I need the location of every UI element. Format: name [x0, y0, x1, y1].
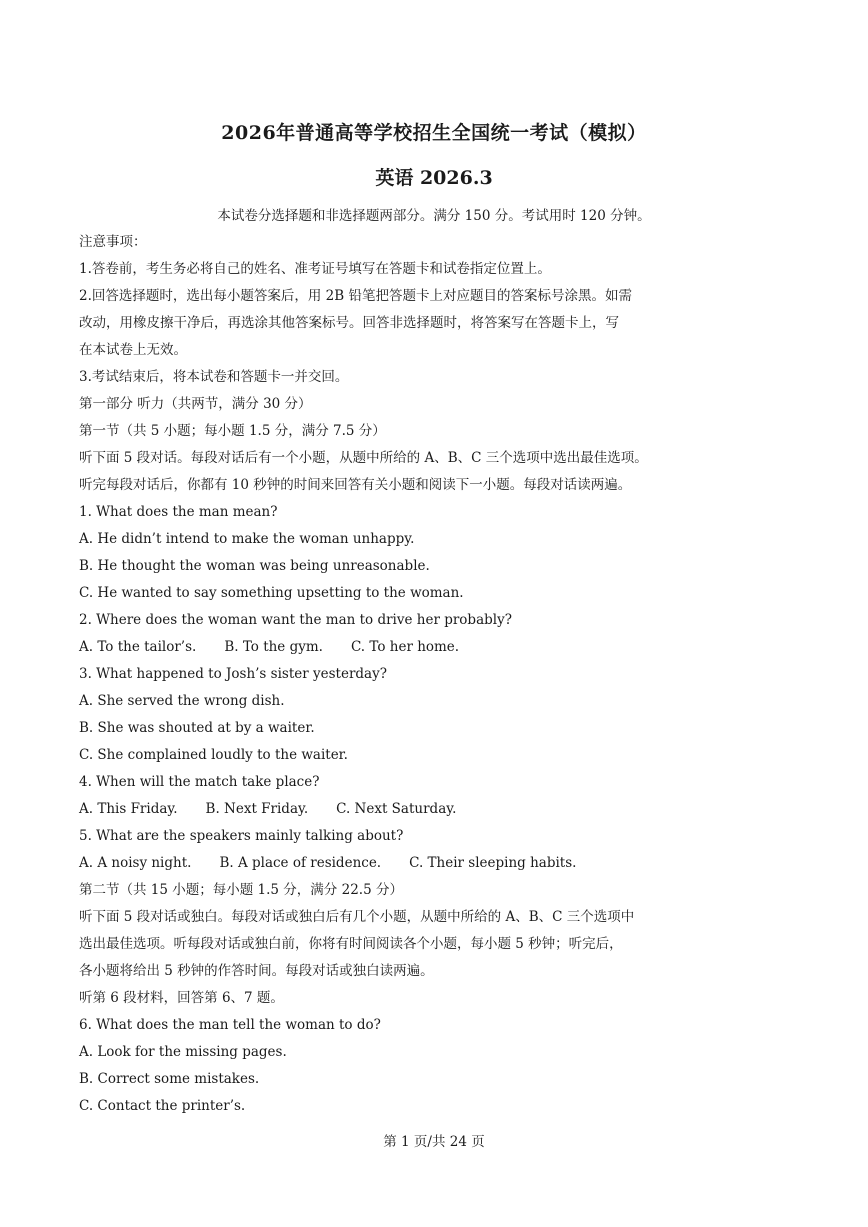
option: A. A noisy night. [79, 855, 192, 871]
part1-heading: 第一部分 听力（共两节，满分 30 分） [79, 396, 312, 412]
note-item: 2.回答选择题时，选出每小题答案后，用 2B 铅笔把答题卡上对应题目的答案标号涂黑。如需 [79, 288, 632, 304]
section2-instruction: 听下面 5 段对话或独白。每段对话或独白后有几个小题，从题中所给的 A、B、C 三个选项中 [79, 909, 635, 925]
option: A. Look for the missing pages. [79, 1044, 287, 1060]
option: C. Their sleeping habits. [409, 855, 577, 871]
section2-instruction: 各小题将给出 5 秒钟的作答时间。每段对话或独白读两遍。 [79, 963, 434, 979]
section2-heading: 第二节（共 15 小题；每小题 1.5 分，满分 22.5 分） [79, 882, 403, 898]
section1-instruction: 听下面 5 段对话。每段对话后有一个小题，从题中所给的 A、B、C 三个选项中选出最佳选项。 [79, 450, 648, 466]
note-item: 改动，用橡皮擦干净后，再选涂其他答案标号。回答非选择题时，将答案写在答题卡上，写 [79, 315, 619, 331]
option: A. This Friday. [79, 801, 178, 817]
option: B. Correct some mistakes. [79, 1071, 260, 1087]
option: A. She served the wrong dish. [79, 693, 285, 709]
question-4: 4. When will the match take place? [79, 774, 320, 790]
exam-title: 2026年普通高等学校招生全国统一考试（模拟） [221, 122, 647, 144]
note-item: 1.答卷前，考生务必将自己的姓名、准考证号填写在答题卡和试卷指定位置上。 [79, 261, 551, 277]
notes-heading: 注意事项： [79, 234, 147, 250]
exam-intro: 本试卷分选择题和非选择题两部分。满分 150 分。考试用时 120 分钟。 [217, 208, 651, 224]
material-heading: 听第 6 段材料，回答第 6、7 题。 [79, 990, 284, 1006]
option: B. A place of residence. [219, 855, 382, 871]
option: C. He wanted to say something upsetting to the woman. [79, 585, 464, 601]
option: A. He didn’t intend to make the woman unhappy. [79, 531, 415, 547]
option: C. She complained loudly to the waiter. [79, 747, 348, 763]
option: B. She was shouted at by a waiter. [79, 720, 315, 736]
exam-subject: 英语 2026.3 [375, 167, 493, 189]
option: C. Contact the printer’s. [79, 1098, 246, 1114]
options-row [79, 850, 719, 877]
question-5: 5. What are the speakers mainly talking about? [79, 828, 404, 844]
section1-heading: 第一节（共 5 小题；每小题 1.5 分，满分 7.5 分） [79, 423, 386, 439]
options-row [79, 634, 719, 661]
question-1: 1. What does the man mean? [79, 504, 278, 520]
section1-instruction: 听完每段对话后，你都有 10 秒钟的时间来回答有关小题和阅读下一小题。每段对话读两遍。 [79, 477, 632, 493]
option: B. To the gym. [224, 639, 323, 655]
option: C. Next Saturday. [336, 801, 457, 817]
note-item: 在本试卷上无效。 [79, 342, 187, 358]
option: C. To her home. [350, 639, 460, 655]
option: A. To the tailor’s. [79, 639, 197, 655]
question-6: 6. What does the man tell the woman to do? [79, 1017, 381, 1033]
question-3: 3. What happened to Josh’s sister yesterday? [79, 666, 387, 682]
option: B. He thought the woman was being unreasonable. [79, 558, 430, 574]
note-item: 3.考试结束后，将本试卷和答题卡一并交回。 [79, 369, 349, 385]
option: B. Next Friday. [205, 801, 309, 817]
page-number: 第 1 页/共 24 页 [383, 1134, 485, 1150]
exam-body [79, 229, 719, 1120]
question-2: 2. Where does the woman want the man to drive her probably? [79, 612, 512, 628]
section2-instruction: 选出最佳选项。听每段对话或独白前，你将有时间阅读各个小题，每小题 5 秒钟；听完后， [79, 936, 623, 952]
options-row [79, 796, 719, 823]
